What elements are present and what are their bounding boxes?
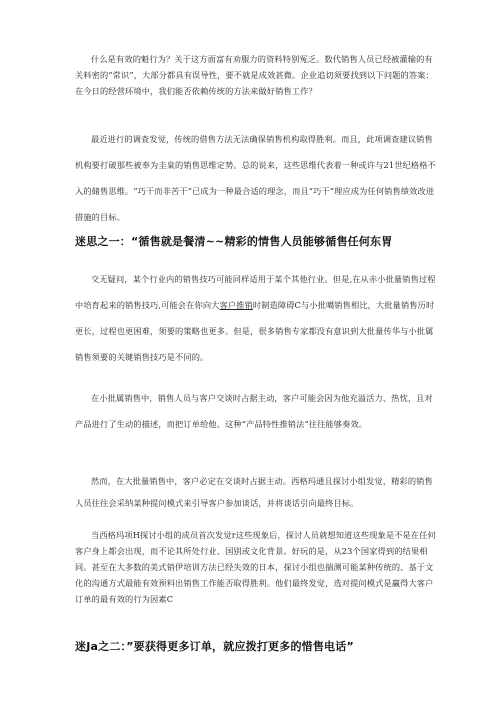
paragraph-sales-skills-text-b: 时制造障碍C与小批噶销售相比，大批量销售历时更长，过程也更困难，须要的策略也更多。但是，很多销售专家都没有意识到大批量传华与小批属销售须要的关键销售技巧是不同的。 [75, 300, 435, 362]
key-account-link[interactable]: 客户推销 [219, 300, 253, 310]
paragraph-sales-skills [75, 266, 437, 370]
paragraph-survey: 最近进行的调查发觉，传统的借售方法无法确保销售机构取得胜利。而且，此项调查建议销售机构要打破那些被奉为圭臬的销售思维定势。总的说来，这些思维代表着一种或许与21世纪格格不入的储售思维。“巧干而非苦干”已成为一种最合适的理念，而且“巧干”理应成为任何销售绩效改进措施的目标。 [75, 134, 436, 222]
heading-myth-one: 迷思之一：“循售就是餐清~~精彩的情售人员能够循售任何东胃 [75, 235, 393, 248]
paragraph-research: 当西格玛项H探讨小组的成员首次发觉r这些现象后，探讨人员就想知道这些现象是不是在任何客户身上都会出现，而不论其所处行业、国别或文化背景。好玩的是，从23个国家得到的结果相同。甚至在大多数的美式销伊培训方法已经失效的日本，探讨小组也揣测可能某种传统的、基于文化的沟通方式最能有效预料出销售工作能否取得胜利。他们最终发觉，选对提问模式是赢得大客户订单的最有效的行为因素C [75, 530, 436, 604]
paragraph-small-volume: 在小批属销售中，销售人员与客户交谈时占据主动，客户可能会因为他充溢活力、热忱，且对产品进行了生动的描述，而把订单给他。这种“产品特性推销法”往往能够奏效。 [75, 393, 433, 429]
paragraph-sales-skills-text-a: 交无疑问，某个行业内的销售技巧可能同样适用于某个其他行业。但是,在从赤小批量销售过程中培育起来的销售技巧,可能会在你向大 [75, 274, 436, 310]
heading-myth-two: 迷Ja之二：”要获得更多订单，就应拨打更多的惜售电话” [75, 640, 354, 653]
paragraph-intro: 什么是有效的魁行为？关于这方面富有劝服力的资料特别冤乏。数代销售人员已经被灌输的有关料密的“常识”，大部分都具有误导性，要不就是成效甚微。企业追切须要找到以下问题的答案：在今日的经营环境中，我们能否依赖传统的方法来做好销售工作？ [75, 54, 434, 96]
paragraph-large-volume: 然而，在大批量销售中，客户必定在交谈时占据主动。西格玛通且探讨小组发觉，精彩的销售人员往往会采纳某种提问模式来引导客户参加谈话，并将谈话引向最终目标。 [75, 476, 433, 508]
